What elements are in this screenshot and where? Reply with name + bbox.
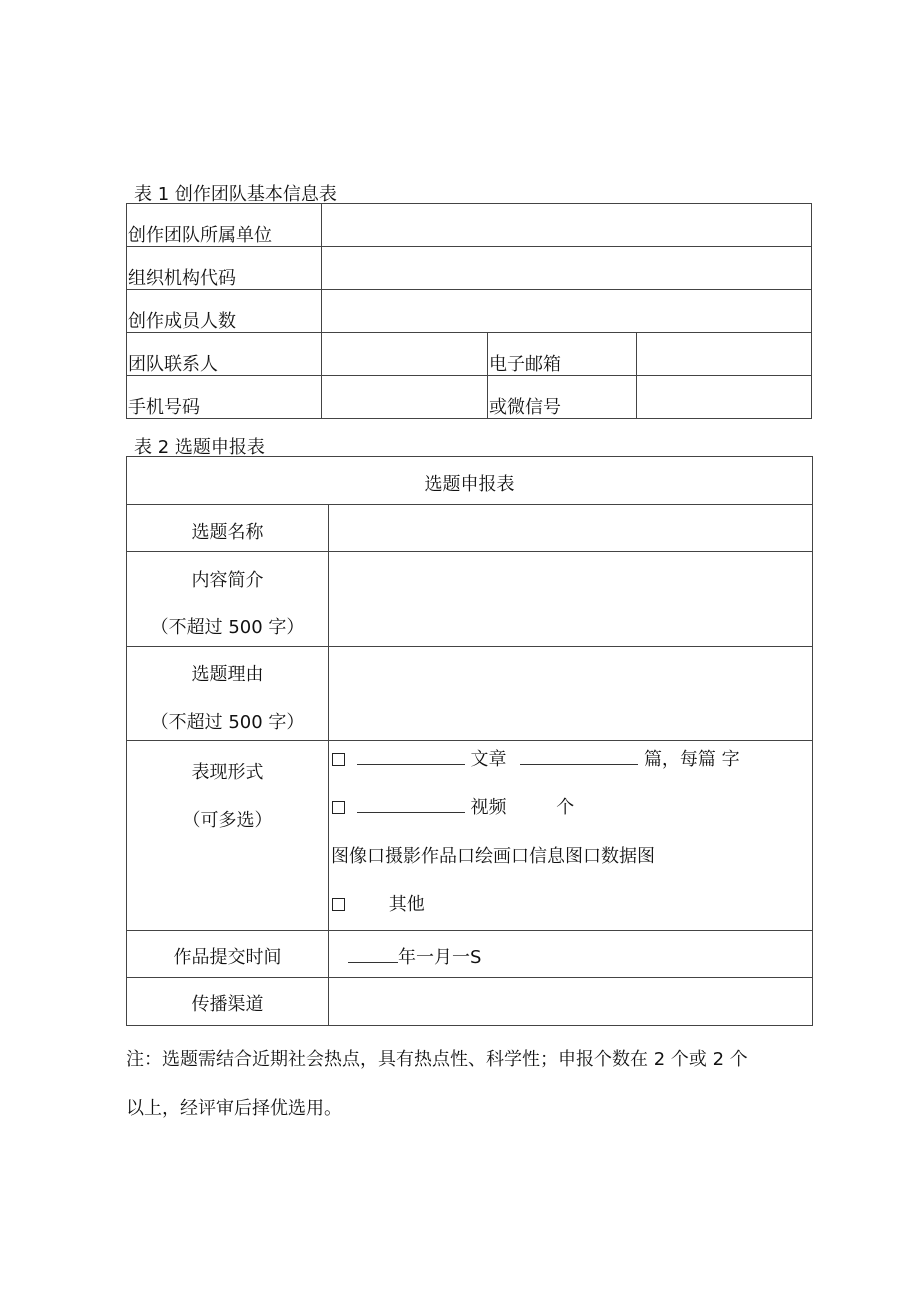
- form-option-article: [332, 745, 740, 771]
- table2-caption: 表 2 选题申报表: [134, 437, 265, 458]
- intro-input[interactable]: [328, 551, 813, 647]
- video-checkbox[interactable]: [332, 801, 345, 814]
- article-count-blank[interactable]: [357, 748, 465, 765]
- reason-limit: （不超过 500 字）: [150, 712, 305, 733]
- intro-label-cell: [126, 551, 329, 647]
- submit-value-cell: [328, 930, 813, 978]
- reason-label: 选题理由: [191, 664, 264, 685]
- topic-name-label-cell: [126, 504, 329, 552]
- members-label: 创作成员人数: [128, 311, 236, 332]
- table1-caption: 表 1 创作团队基本信息表: [134, 184, 337, 205]
- submit-year-blank[interactable]: [348, 946, 398, 963]
- table2-header: 选题申报表: [424, 474, 515, 495]
- email-label: 电子邮箱: [489, 354, 561, 375]
- org-code-label: 组织机构代码: [128, 268, 236, 289]
- form-option-video: [332, 793, 574, 819]
- table1-cell-phone-label: [126, 375, 322, 419]
- form-option-other: [332, 890, 425, 916]
- submit-label-cell: [126, 930, 329, 978]
- email-input[interactable]: [636, 332, 812, 376]
- table2-header-cell: [126, 456, 813, 505]
- video-word: 视频: [470, 797, 507, 818]
- intro-limit: （不超过 500 字）: [150, 617, 305, 638]
- channel-input[interactable]: [328, 977, 813, 1026]
- table1-cell-contact-label: [126, 332, 322, 376]
- video-count-blank[interactable]: [357, 796, 465, 813]
- submit-value-line: [348, 943, 481, 969]
- channel-label: 传播渠道: [191, 994, 264, 1015]
- video-unit: 个: [556, 797, 575, 818]
- note-line-1: 注：选题需结合近期社会热点，具有热点性、科学性；申报个数在 2 个或 2 个: [126, 1049, 748, 1070]
- article-unit: 篇，每篇 字: [643, 749, 740, 770]
- form-label: 表现形式: [191, 762, 264, 783]
- intro-label: 内容简介: [191, 570, 264, 591]
- contact-label: 团队联系人: [128, 354, 218, 375]
- channel-label-cell: [126, 977, 329, 1026]
- contact-input[interactable]: [321, 332, 488, 376]
- org-code-input[interactable]: [321, 246, 812, 290]
- other-checkbox[interactable]: [332, 898, 345, 911]
- wechat-input[interactable]: [636, 375, 812, 419]
- form-multi-note: （可多选）: [182, 810, 273, 831]
- wechat-label: 或微信号: [489, 397, 561, 418]
- unit-label: 创作团队所属单位: [128, 225, 272, 246]
- reason-input[interactable]: [328, 646, 813, 741]
- article-words-blank[interactable]: [520, 748, 638, 765]
- form-option-images: 图像口摄影作品口绘画口信息图口数据图: [331, 846, 655, 867]
- note-line-2: 以上，经评审后择优选用。: [126, 1098, 342, 1119]
- unit-input[interactable]: [321, 203, 812, 247]
- submit-label: 作品提交时间: [173, 947, 282, 968]
- table1-cell-email-label: [487, 332, 637, 376]
- topic-name-input[interactable]: [328, 504, 813, 552]
- article-checkbox[interactable]: [332, 753, 345, 766]
- phone-input[interactable]: [321, 375, 488, 419]
- phone-label: 手机号码: [128, 397, 200, 418]
- submit-value: 年一月一S: [398, 947, 482, 968]
- table1-cell-members-label: [126, 289, 322, 333]
- other-word: 其他: [388, 894, 425, 915]
- article-word: 文章: [470, 749, 507, 770]
- table1-cell-unit-label: [126, 203, 322, 247]
- form-label-cell: [126, 740, 329, 931]
- reason-label-cell: [126, 646, 329, 741]
- table1-cell-org-code-label: [126, 246, 322, 290]
- form-options-cell: [328, 740, 813, 931]
- topic-name-label: 选题名称: [191, 522, 264, 543]
- members-input[interactable]: [321, 289, 812, 333]
- table1-cell-wechat-label: [487, 375, 637, 419]
